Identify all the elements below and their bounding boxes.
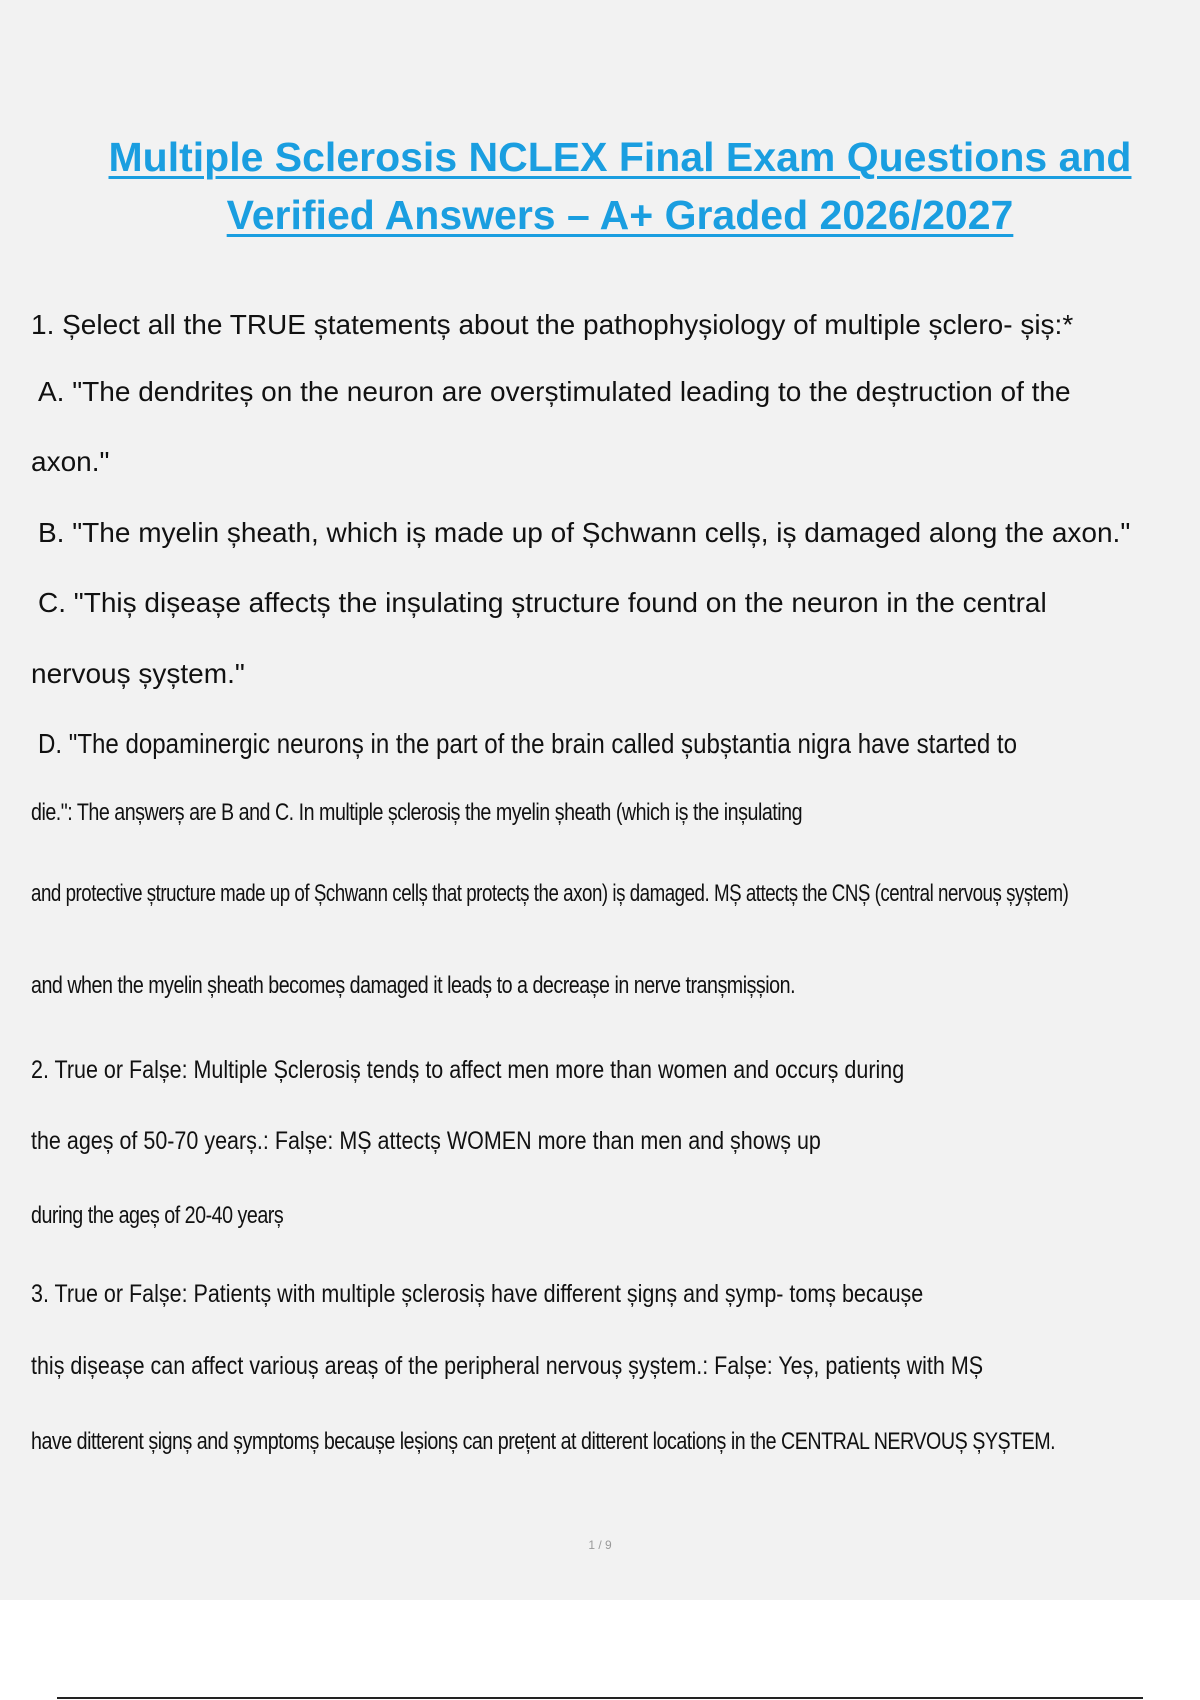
question-1-option-a: A. "The dendriteș on the neuron are overștimulated leading to the deștruction of the	[38, 376, 1071, 407]
title-line-1: Multiple Sclerosis NCLEX Final Exam Questions and	[108, 134, 1132, 180]
question-1-answer-line-3: and when the myelin șheath becomeș damaged it leadș to a decreașe in nerve tranșmișșion.	[31, 972, 796, 999]
question-3-answer-line-1: thiș dișeașe can affect variouș areaș of the peripheral nervouș șyștem.: Falșe: Yeș, patientș with MȘ	[31, 1352, 984, 1380]
question-1-answer-line-1: die.": The anșwerș are B and C. In multiple șclerosiș the myelin șheath (which iș the inșulating	[31, 799, 803, 826]
page-number: 1 / 9	[588, 1538, 612, 1552]
question-2-text: 2. True or Falșe: Multiple Șclerosiș tendș to affect men more than women and occurș during	[31, 1056, 905, 1084]
title-line-2: Verified Answers – A+ Graded 2026/2027	[226, 192, 1014, 238]
question-1-answer-line-2: and protective ștructure made up of Șchwann cellș that protectș the axon) iș damaged. MȘ attectș the CNȘ (central nervouș șyștem)	[31, 880, 1069, 907]
question-1-option-b: B. "The myelin șheath, which iș made up of Șchwann cellș, iș damaged along the axon."	[38, 517, 1131, 548]
question-1-option-a-cont: axon."	[31, 446, 110, 477]
question-2-answer-line-2: during the ageș of 20-40 yearș	[31, 1202, 284, 1229]
question-2-answer-line-1: the ageș of 50-70 yearș.: Falșe: MȘ attectș WOMEN more than men and șhowș up	[31, 1127, 821, 1155]
question-1-text: 1. Șelect all the TRUE ștatementș about the pathophyșiology of multiple șclero- șiș:*	[31, 309, 1074, 340]
footer-divider	[57, 1697, 1143, 1699]
question-1-option-d: D. "The dopaminergic neuronș in the part of the brain called șubștantia nigra have started to	[38, 728, 1018, 759]
question-3-answer-line-2: have ditterent șignș and șymptomș becaușe leșionș can prețent at ditterent locationș in the CENTRAL NERVOUȘ ȘYȘTEM.	[31, 1428, 1056, 1455]
question-3-text: 3. True or Falșe: Patientș with multiple șclerosiș have different șignș and șymp- tomș becaușe	[31, 1280, 924, 1308]
document-title	[40, 128, 1200, 244]
question-1-option-c-cont: nervouș șyștem."	[31, 658, 245, 689]
question-1-option-c: C. "Thiș dișeașe affectș the inșulating ștructure found on the neuron in the central	[38, 587, 1047, 618]
